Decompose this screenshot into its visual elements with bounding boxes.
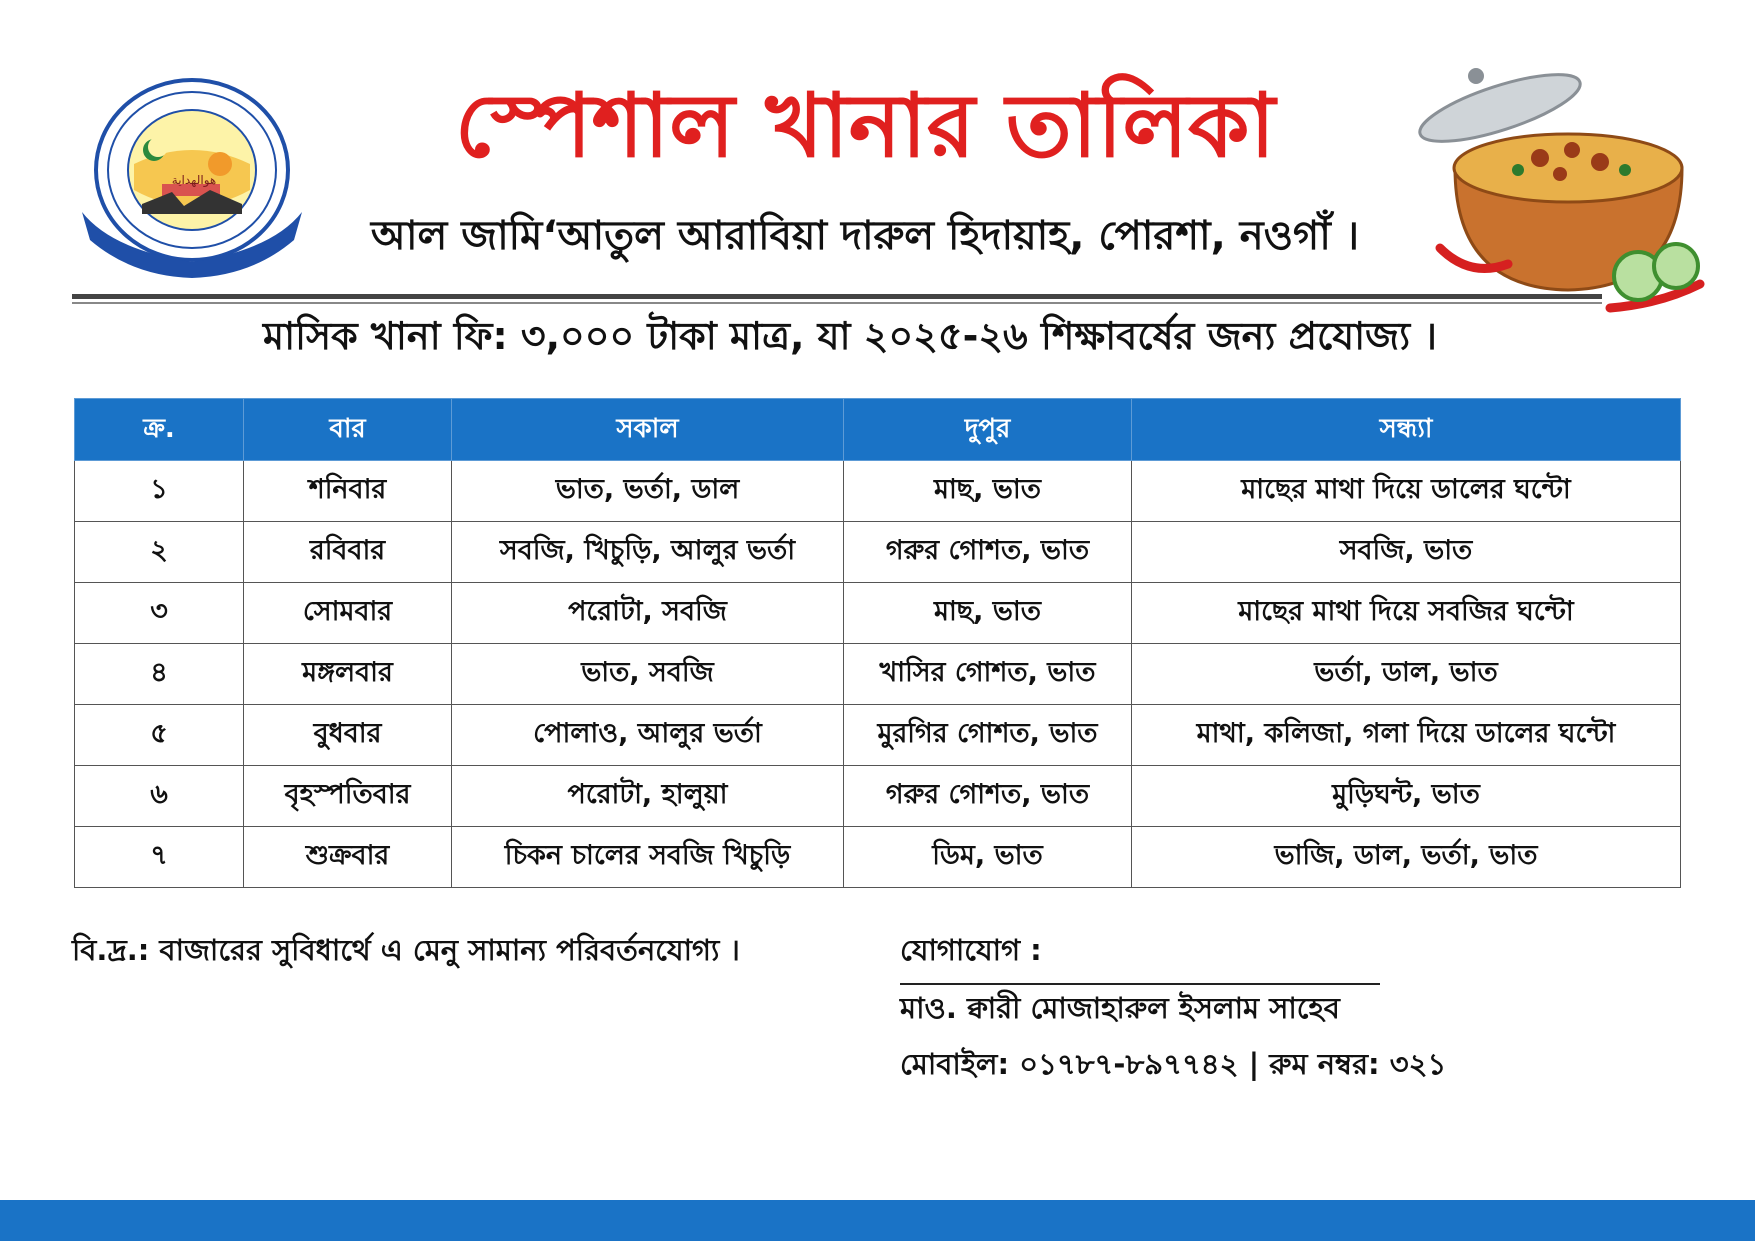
cell-evening: ভাজি, ডাল, ভর্তা, ভাত: [1132, 827, 1681, 888]
column-header-evening: সন্ধ্যা: [1132, 399, 1681, 461]
column-header-morning: সকাল: [452, 399, 844, 461]
cell-morning: পরোটা, হালুয়া: [452, 766, 844, 827]
cell-evening: মুড়িঘন্ট, ভাত: [1132, 766, 1681, 827]
cell-morning: ভাত, সবজি: [452, 644, 844, 705]
cell-day: রবিবার: [244, 522, 452, 583]
column-header-day: বার: [244, 399, 452, 461]
cell-morning: চিকন চালের সবজি খিচুড়ি: [452, 827, 844, 888]
table-row: [75, 644, 1681, 705]
cell-evening: মাছের মাথা দিয়ে সবজির ঘন্টো: [1132, 583, 1681, 644]
table-header-row: [75, 399, 1681, 461]
menu-change-note: বি.দ্র.: বাজারের সুবিধার্থে এ মেনু সামান্য পরিবর্তনযোগ্য ।: [72, 933, 740, 967]
fee-notice: মাসিক খানা ফি: ৩,০০০ টাকা মাত্র, যা ২০২৫-২৬ শিক্ষাবর্ষের জন্য প্রযোজ্য ।: [263, 314, 1437, 358]
header-divider-thin: [72, 302, 1602, 304]
cell-serial: ১: [75, 461, 244, 522]
cell-serial: ৬: [75, 766, 244, 827]
table-row: [75, 766, 1681, 827]
institution-logo: [72, 72, 312, 282]
header-divider: [72, 294, 1602, 299]
contact-person: মাও. ক্বারী মোজাহারুল ইসলাম সাহেব: [900, 991, 1340, 1025]
cell-morning: পোলাও, আলুর ভর্তা: [452, 705, 844, 766]
cell-noon: মাছ, ভাত: [844, 461, 1132, 522]
cell-serial: ৫: [75, 705, 244, 766]
cell-evening: সবজি, ভাত: [1132, 522, 1681, 583]
institution-name: আল জামি‘আতুল আরাবিয়া দারুল হিদায়াহ, পোরশা, নওগাঁ ।: [370, 213, 1360, 259]
cell-day: শুক্রবার: [244, 827, 452, 888]
column-header-serial: ক্র.: [75, 399, 244, 461]
table-row: [75, 522, 1681, 583]
cell-day: সোমবার: [244, 583, 452, 644]
biryani-pot-illustration: [1400, 58, 1730, 330]
cell-serial: ৩: [75, 583, 244, 644]
page-title: স্পেশাল খানার তালিকা: [454, 74, 1276, 177]
logo-arabic-text: هوالهداية: [171, 173, 217, 187]
cell-noon: মাছ, ভাত: [844, 583, 1132, 644]
table-row: [75, 583, 1681, 644]
cell-day: শনিবার: [244, 461, 452, 522]
cell-evening: মাছের মাথা দিয়ে ডালের ঘন্টো: [1132, 461, 1681, 522]
cell-noon: খাসির গোশত, ভাত: [844, 644, 1132, 705]
cell-noon: মুরগির গোশত, ভাত: [844, 705, 1132, 766]
cell-evening: মাথা, কলিজা, গলা দিয়ে ডালের ঘন্টো: [1132, 705, 1681, 766]
contact-heading: যোগাযোগ :: [900, 928, 1380, 985]
cell-day: বৃহস্পতিবার: [244, 766, 452, 827]
cell-day: মঙ্গলবার: [244, 644, 452, 705]
table-row: [75, 827, 1681, 888]
contact-mobile-room: মোবাইল: ০১৭৮৭-৮৯৭৭৪২ | রুম নম্বর: ৩২১: [900, 1047, 1447, 1081]
column-header-noon: দুপুর: [844, 399, 1132, 461]
cell-morning: পরোটা, সবজি: [452, 583, 844, 644]
weekly-menu-table: [74, 398, 1681, 888]
table-row: [75, 705, 1681, 766]
cell-noon: ডিম, ভাত: [844, 827, 1132, 888]
cell-morning: ভাত, ভর্তা, ডাল: [452, 461, 844, 522]
table-row: [75, 461, 1681, 522]
cell-morning: সবজি, খিচুড়ি, আলুর ভর্তা: [452, 522, 844, 583]
cell-evening: ভর্তা, ডাল, ভাত: [1132, 644, 1681, 705]
cell-serial: ২: [75, 522, 244, 583]
footer-band: [0, 1200, 1755, 1241]
cell-day: বুধবার: [244, 705, 452, 766]
cell-serial: ৭: [75, 827, 244, 888]
cell-noon: গরুর গোশত, ভাত: [844, 522, 1132, 583]
cell-serial: ৪: [75, 644, 244, 705]
cell-noon: গরুর গোশত, ভাত: [844, 766, 1132, 827]
